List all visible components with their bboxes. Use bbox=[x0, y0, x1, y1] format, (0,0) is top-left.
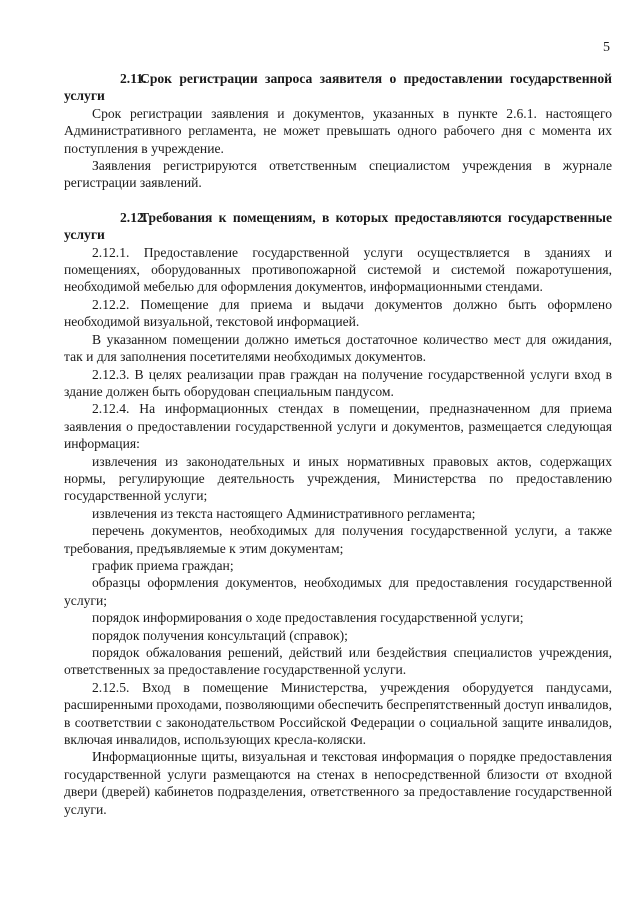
list-item: извлечения из законодательных и иных нормативных правовых актов, содержащих нормы, регулирующие деятельность учреждения, Министерства по предоставлению государственной услуги; bbox=[64, 453, 612, 504]
paragraph: 2.12.1. Предоставление государственной услуги осуществляется в зданиях и помещениях, оборудованных противопожарной системой и системой пожаротушения, необходимой мебелью для оформления документов, информационными стендами. bbox=[64, 244, 612, 295]
paragraph: Заявления регистрируются ответственным специалистом учреждения в журнале регистрации заявлений. bbox=[64, 158, 612, 191]
list-item: образцы оформления документов, необходимых для предоставления государственной услуги; bbox=[64, 575, 612, 608]
paragraph: В указанном помещении должно иметься достаточное количество мест для ожидания, так и для заполнения посетителями необходимых документов. bbox=[64, 331, 612, 365]
section-number: 2.12. bbox=[120, 209, 148, 225]
paragraph: Срок регистрации заявления и документов, указанных в пункте 2.6.1. настоящего Административного регламента, не может превышать одного рабочего дня с момента их поступления в учреждение. bbox=[64, 105, 612, 156]
paragraph: 2.12.5. Вход в помещение Министерства, учреждения оборудуется пандусами, расширенными проходами, позволяющими обеспечить беспрепятственный доступ инвалидов, в соответствии с законодательством Российской Федерации о социальной защите инвалидов, включая инвалидов, использующих кресла-коляски. bbox=[64, 679, 612, 748]
list-item: перечень документов, необходимых для получения государственной услуги, а также требования, предъявляемые к этим документам; bbox=[64, 523, 612, 556]
section-title: Срок регистрации запроса заявителя о предоставлении государственной услуги bbox=[64, 71, 612, 104]
paragraph: 2.12.3. В целях реализации прав граждан на получение государственной услуги вход в здание должен быть оборудован специальным пандусом. bbox=[64, 366, 612, 399]
section-heading-2-11 bbox=[64, 70, 612, 105]
section-number: 2.11. bbox=[120, 71, 147, 86]
paragraph: 2.12.2. Помещение для приема и выдачи документов должно быть оформлено необходимой визуальной, текстовой информацией. bbox=[64, 296, 612, 330]
list-item: порядок получения консультаций (справок); bbox=[92, 627, 348, 643]
list-item: порядок информирования о ходе предоставления государственной услуги; bbox=[92, 610, 524, 626]
paragraph: 2.12.4. На информационных стендах в помещении, предназначенном для приема заявления о предоставлении государственной услуги и документов, размещается следующая информация: bbox=[64, 401, 612, 452]
list-item: извлечения из текста настоящего Административного регламента; bbox=[92, 505, 476, 521]
document-body bbox=[64, 70, 612, 818]
list-item: график приема граждан; bbox=[92, 557, 234, 573]
list-item: порядок обжалования решений, действий или бездействия специалистов учреждения, ответственных за предоставление государственной услуги. bbox=[64, 645, 612, 678]
paragraph: Информационные щиты, визуальная и текстовая информация о порядке предоставления государственной услуги размещаются на стенах в непосредственной близости от входной двери (дверей) кабинетов подразделения, ответственного за предоставление государственной услуги. bbox=[64, 749, 612, 817]
section-title: Требования к помещениям, в которых предоставляются государственные услуги bbox=[64, 209, 612, 243]
page-number: 5 bbox=[603, 40, 610, 55]
section-spacer bbox=[64, 192, 612, 209]
section-heading-2-12 bbox=[64, 209, 612, 244]
